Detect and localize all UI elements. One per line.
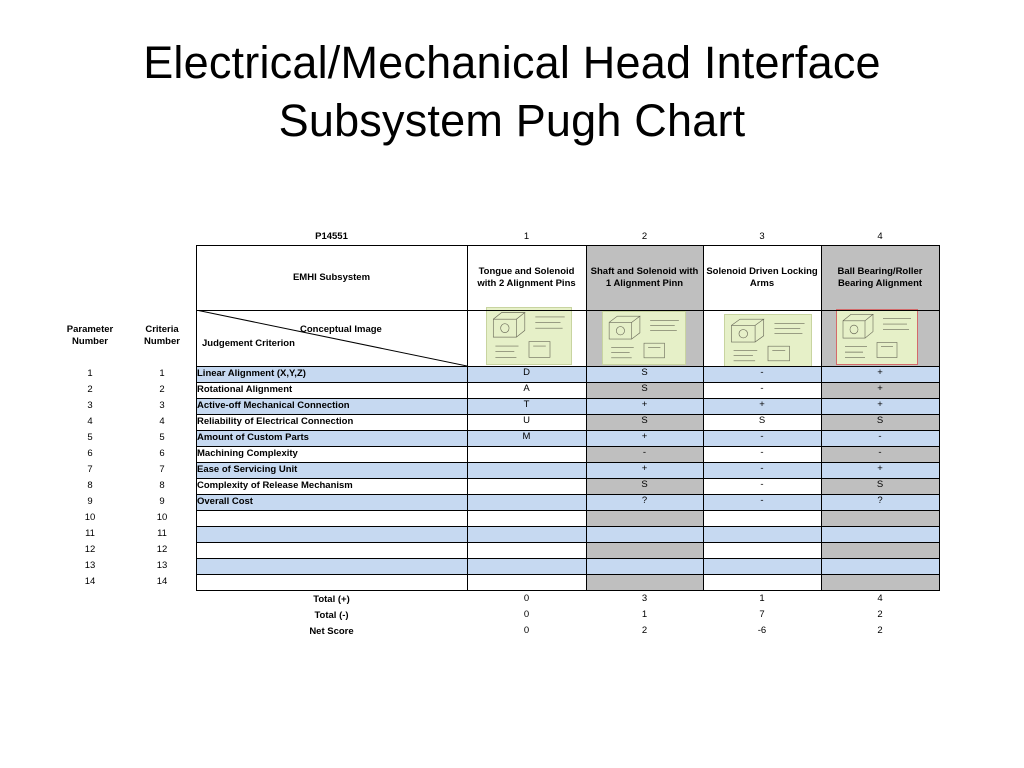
score-cell: - xyxy=(878,447,882,458)
criteria-number: 10 xyxy=(156,512,168,523)
total-value: -6 xyxy=(757,625,767,636)
concept-column-shade xyxy=(821,574,939,590)
grid-line xyxy=(196,245,940,246)
grid-line xyxy=(196,382,940,383)
score-cell: S xyxy=(876,479,884,490)
parameter-number: 7 xyxy=(87,464,93,475)
score-cell: - xyxy=(760,447,764,458)
parameter-number: 6 xyxy=(87,448,93,459)
grid-line xyxy=(196,430,940,431)
concept-number: 1 xyxy=(523,231,530,242)
grid-line xyxy=(196,542,940,543)
parameter-number: 11 xyxy=(85,528,95,539)
criteria-number: 9 xyxy=(159,496,165,507)
parameter-number-header: Parameter Number xyxy=(66,324,114,347)
score-cell: ? xyxy=(877,495,883,506)
score-cell: - xyxy=(760,431,764,442)
score-cell: S xyxy=(876,415,884,426)
total-value: 0 xyxy=(523,625,530,636)
grid-line xyxy=(196,414,940,415)
criteria-number: 2 xyxy=(159,384,165,395)
grid-line xyxy=(467,245,468,590)
total-label: Total (+) xyxy=(313,594,350,605)
parameter-number: 2 xyxy=(87,384,93,395)
criterion-label: Complexity of Release Mechanism xyxy=(197,480,353,491)
criterion-label: Active-off Mechanical Connection xyxy=(197,400,350,411)
criteria-number: 8 xyxy=(159,480,165,491)
grid-line xyxy=(196,526,940,527)
slide-title-line-1: Electrical/Mechanical Head Interface xyxy=(143,37,881,88)
score-cell: S xyxy=(641,479,648,490)
parameter-number: 5 xyxy=(87,432,93,443)
table-row xyxy=(196,526,939,542)
grid-line xyxy=(196,558,940,559)
grid-line xyxy=(586,245,587,590)
criteria-number: 11 xyxy=(157,528,167,539)
concept-sketch-image xyxy=(724,314,812,368)
score-cell: M xyxy=(522,431,531,442)
score-cell: - xyxy=(760,383,764,394)
subsystem-label: EMHI Subsystem xyxy=(292,271,371,283)
score-cell: ? xyxy=(641,495,648,506)
grid-line xyxy=(939,245,940,590)
criteria-number: 6 xyxy=(159,448,165,459)
concept-column-shade xyxy=(586,542,703,558)
parameter-number: 13 xyxy=(84,560,96,571)
grid-line xyxy=(196,446,940,447)
concept-name: Shaft and Solenoid with 1 Alignment Pinn xyxy=(590,265,699,289)
criteria-number: 13 xyxy=(156,560,168,571)
criterion-label: Machining Complexity xyxy=(197,448,298,459)
score-cell: S xyxy=(641,367,648,378)
score-cell: - xyxy=(642,447,647,458)
parameter-number: 1 xyxy=(87,368,93,379)
score-cell: - xyxy=(760,367,764,378)
score-cell: + xyxy=(877,463,883,474)
concept-number: 4 xyxy=(877,231,883,242)
score-cell: + xyxy=(641,399,648,410)
total-label: Net Score xyxy=(309,626,354,637)
parameter-number: 14 xyxy=(84,576,96,587)
concept-number: 3 xyxy=(759,231,765,242)
criteria-number: 5 xyxy=(159,432,165,443)
concept-name: Solenoid Driven Locking Arms xyxy=(706,265,818,289)
concept-column-shade xyxy=(821,542,939,558)
score-cell: + xyxy=(877,367,883,378)
parameter-number: 10 xyxy=(84,512,96,523)
criteria-number: 7 xyxy=(159,464,165,475)
parameter-number: 4 xyxy=(87,416,93,427)
total-value: 1 xyxy=(759,593,765,604)
parameter-number: 12 xyxy=(84,544,96,555)
score-cell: S xyxy=(641,383,648,394)
score-cell: + xyxy=(641,463,648,474)
score-cell: T xyxy=(523,399,530,410)
grid-line xyxy=(196,245,197,590)
grid-line xyxy=(196,590,940,591)
criteria-number: 12 xyxy=(156,544,168,555)
score-cell: - xyxy=(760,479,764,490)
grid-line xyxy=(196,398,940,399)
total-label: Total (-) xyxy=(314,610,349,621)
judgement-criterion-label: Judgement Criterion xyxy=(202,338,295,349)
score-cell: + xyxy=(877,399,883,410)
score-cell: U xyxy=(523,415,530,426)
total-value: 0 xyxy=(523,593,530,604)
concept-sketch-image xyxy=(486,307,572,365)
score-cell: S xyxy=(758,415,766,426)
criterion-label: Amount of Custom Parts xyxy=(197,432,309,443)
grid-line xyxy=(196,366,940,367)
concept-column-shade xyxy=(586,510,703,526)
score-cell: A xyxy=(523,383,530,394)
score-cell: + xyxy=(877,383,883,394)
criterion-label: Reliability of Electrical Connection xyxy=(197,416,354,427)
concept-sketch-image xyxy=(836,309,918,365)
total-value: 7 xyxy=(759,609,765,620)
slide-title xyxy=(0,34,1024,150)
slide-title-line-2: Subsystem Pugh Chart xyxy=(278,95,746,146)
concept-sketch-image xyxy=(602,311,686,365)
grid-line xyxy=(196,510,940,511)
criterion-label: Overall Cost xyxy=(197,496,253,507)
total-value: 0 xyxy=(523,609,530,620)
criterion-label: Ease of Servicing Unit xyxy=(197,464,298,475)
concept-number: 2 xyxy=(641,231,648,242)
project-id: P14551 xyxy=(315,231,348,242)
score-cell: - xyxy=(878,431,882,442)
criterion-label: Linear Alignment (X,Y,Z) xyxy=(197,368,306,379)
criteria-number: 14 xyxy=(156,576,168,587)
total-value: 2 xyxy=(877,609,883,620)
conceptual-image-label: Conceptual Image xyxy=(300,324,382,335)
score-cell: + xyxy=(641,431,648,442)
concept-column-shade xyxy=(821,510,939,526)
total-value: 2 xyxy=(641,625,648,636)
concept-column-shade xyxy=(586,574,703,590)
grid-line xyxy=(196,310,940,311)
criteria-number: 4 xyxy=(159,416,165,427)
criteria-number: 1 xyxy=(159,368,165,379)
parameter-number: 9 xyxy=(87,496,93,507)
parameter-number: 3 xyxy=(87,400,93,411)
grid-line xyxy=(703,245,704,590)
score-cell: D xyxy=(523,367,530,378)
total-value: 1 xyxy=(641,609,648,620)
score-cell: S xyxy=(641,415,648,426)
grid-line xyxy=(821,245,822,590)
total-value: 4 xyxy=(877,593,883,604)
score-cell: - xyxy=(760,463,764,474)
concept-name: Ball Bearing/Roller Bearing Alignment xyxy=(837,265,923,289)
total-value: 3 xyxy=(641,593,648,604)
criterion-label: Rotational Alignment xyxy=(197,384,293,395)
criteria-number-header: Criteria Number xyxy=(144,324,180,347)
grid-line xyxy=(196,574,940,575)
total-value: 2 xyxy=(877,625,883,636)
concept-name: Tongue and Solenoid with 2 Alignment Pins xyxy=(477,265,576,289)
header-diagonal-line xyxy=(196,310,467,366)
score-cell: - xyxy=(760,495,764,506)
grid-line xyxy=(196,494,940,495)
grid-line xyxy=(196,478,940,479)
parameter-number: 8 xyxy=(87,480,93,491)
score-cell: + xyxy=(759,399,765,410)
grid-line xyxy=(196,462,940,463)
criteria-number: 3 xyxy=(159,400,165,411)
table-row xyxy=(196,558,939,574)
